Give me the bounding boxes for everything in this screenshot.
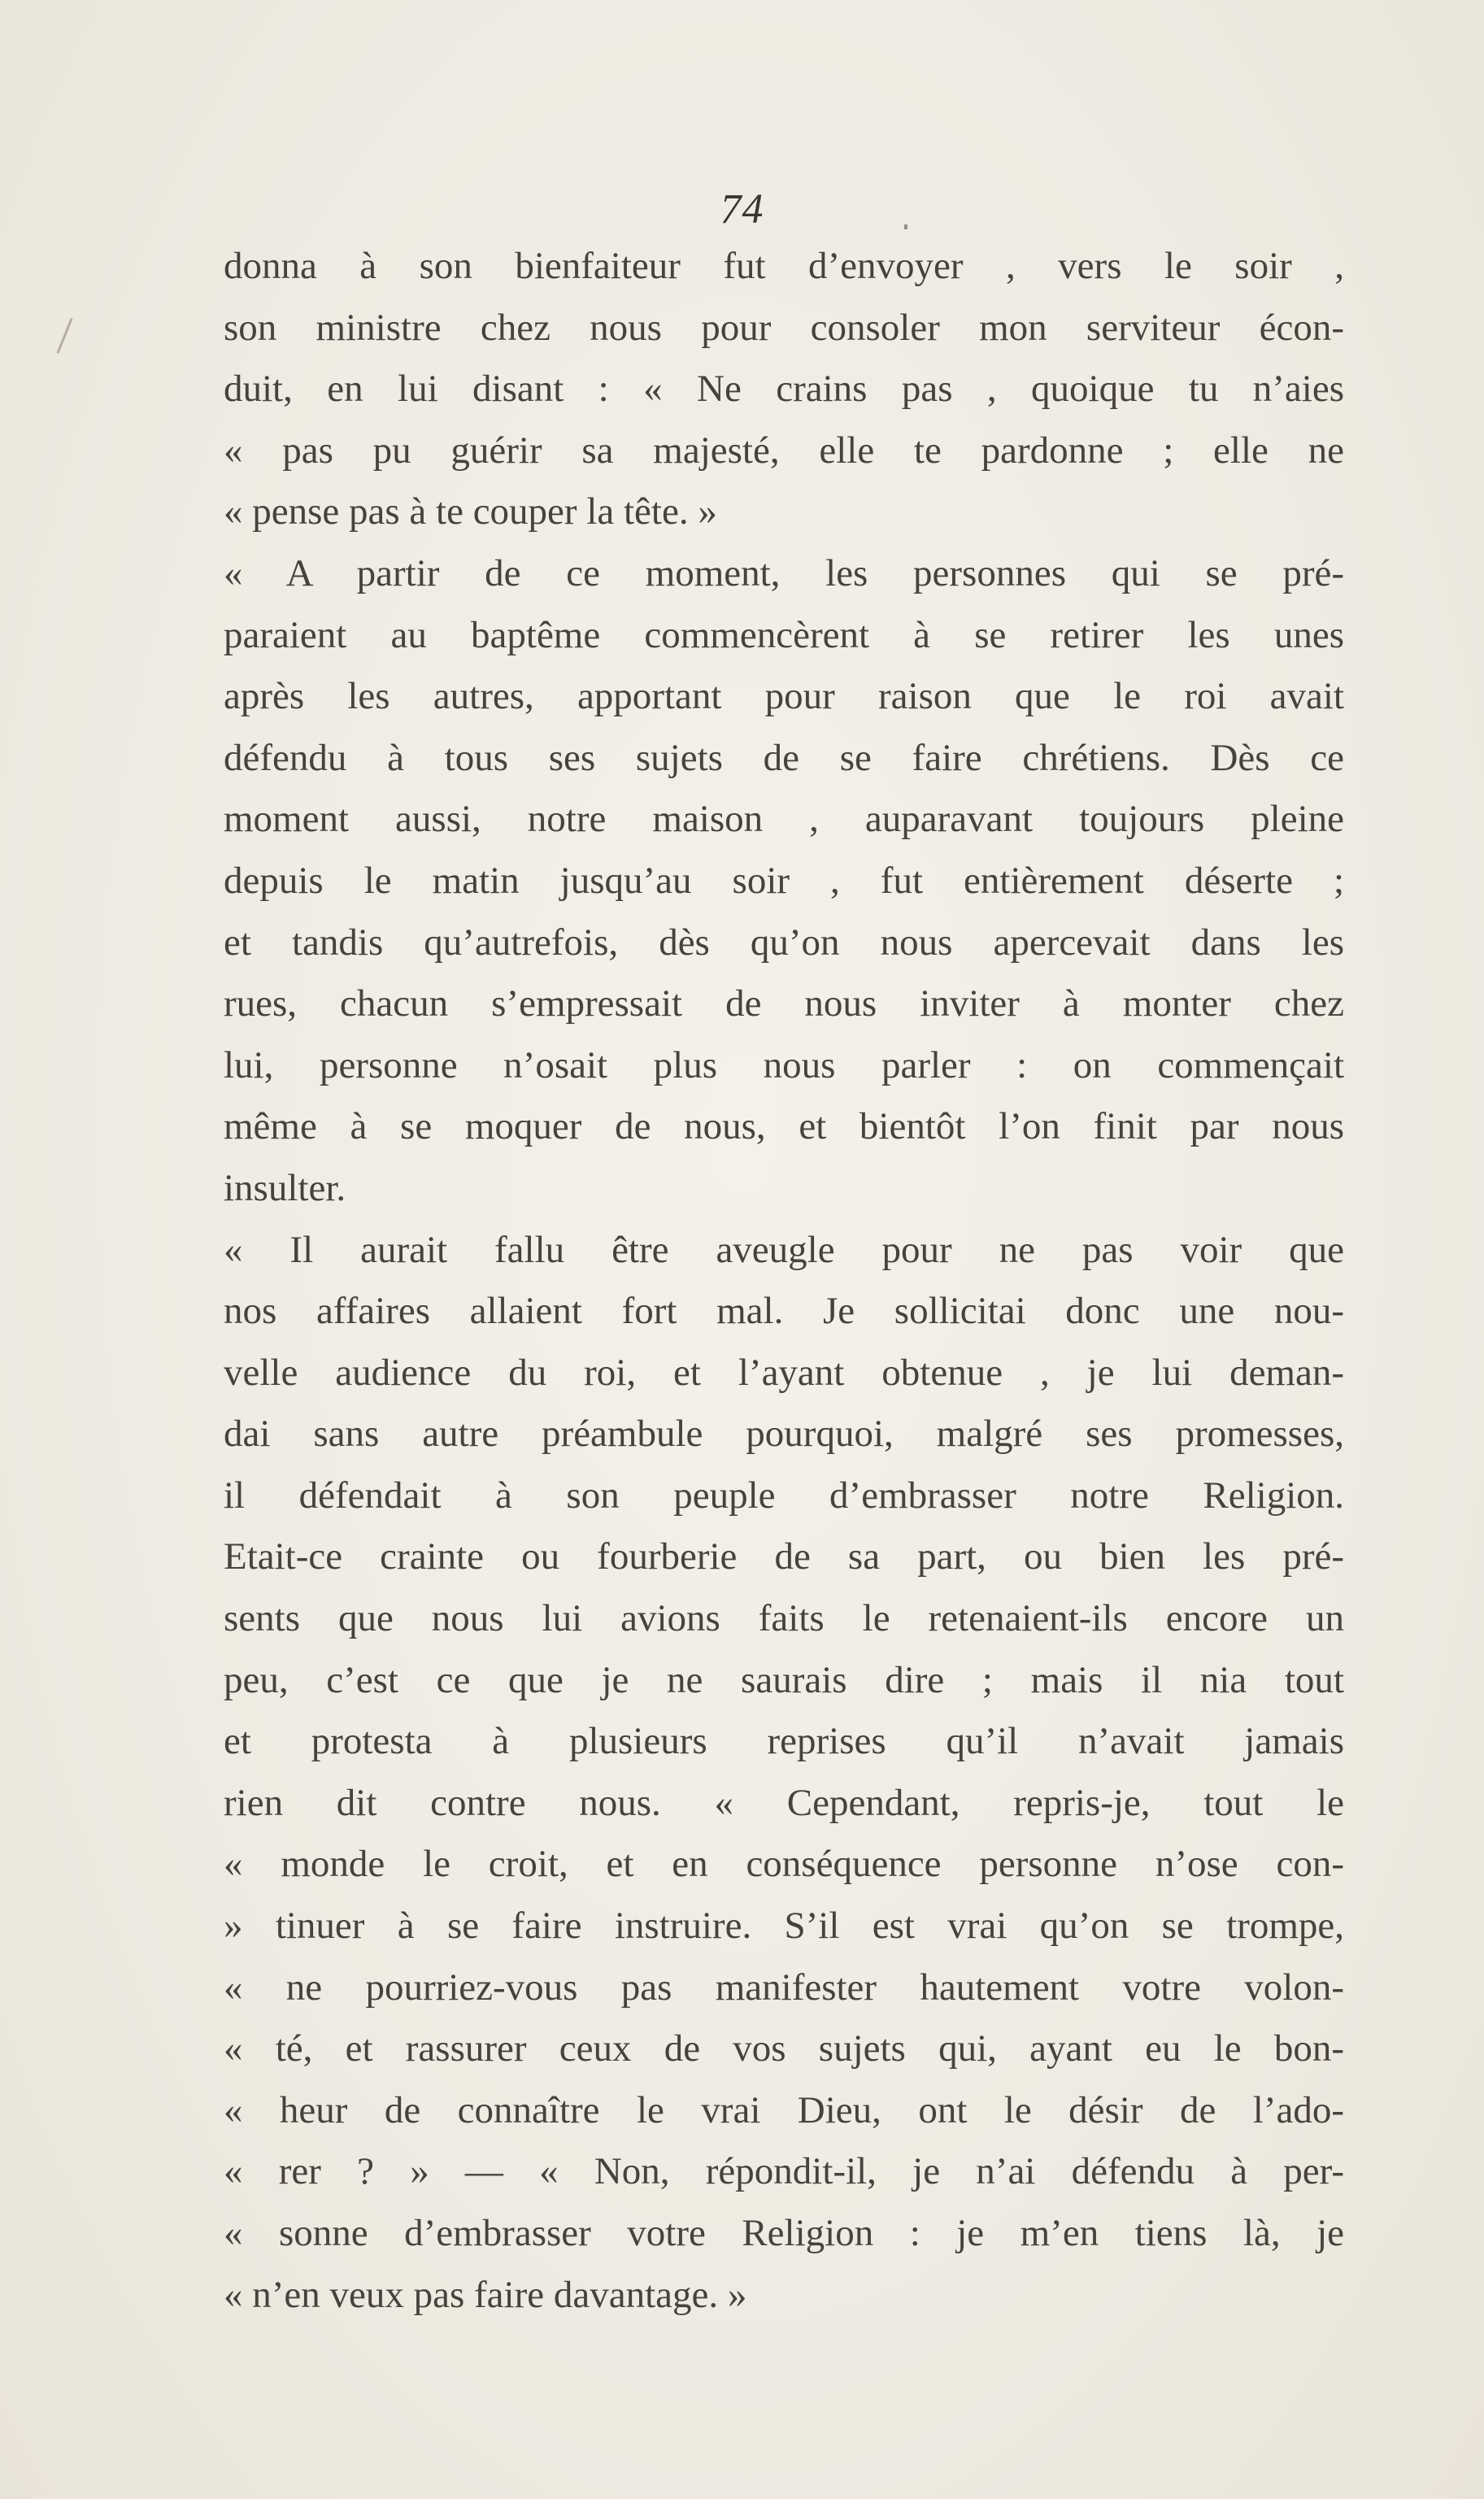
page-number: 74 — [720, 186, 764, 233]
text-line: « sonne d’embrasser votre Religion : je m’en tiens là, je — [224, 2212, 1344, 2254]
text-line: sents que nous lui avions faits le retenaient-ils encore un — [224, 1597, 1344, 1640]
text-line: « monde le croit, et en conséquence personne n’ose con- — [224, 1843, 1344, 1886]
text-line: rues, chacun s’empressait de nous inviter à monter chez — [224, 982, 1344, 1025]
text-line: moment aussi, notre maison , auparavant toujours pleine — [224, 798, 1344, 841]
text-line: depuis le matin jusqu’au soir , fut entièrement déserte ; — [224, 859, 1344, 902]
text-line: rien dit contre nous. « Cependant, repris-je, tout le — [224, 1781, 1344, 1824]
text-line: son ministre chez nous pour consoler mon serviteur écon- — [224, 306, 1344, 349]
body-text — [224, 236, 1344, 2326]
text-line: dai sans autre préambule pourquoi, malgré ses promesses, — [224, 1413, 1344, 1456]
stray-pen-mark — [56, 318, 72, 354]
text-line: peu, c’est ce que je ne saurais dire ; mais il nia tout — [224, 1658, 1344, 1701]
text-line: Etait-ce crainte ou fourberie de sa part, ou bien les pré- — [224, 1535, 1344, 1578]
text-line: « Il aurait fallu être aveugle pour ne pas voir que — [224, 1228, 1344, 1271]
text-line: « rer ? » — « Non, répondit-il, je n’ai défendu à per- — [224, 2150, 1344, 2193]
text-line: il défendait à son peuple d’embrasser notre Religion. — [224, 1474, 1344, 1517]
text-line: lui, personne n’osait plus nous parler : on commençait — [224, 1043, 1344, 1086]
text-line: nos affaires allaient fort mal. Je sollicitai donc une nou- — [224, 1290, 1344, 1333]
text-line: même à se moquer de nous, et bientôt l’on finit par nous — [224, 1105, 1344, 1148]
text-line: « té, et rassurer ceux de vos sujets qui, ayant eu le bon- — [224, 2027, 1344, 2070]
text-line: et tandis qu’autrefois, dès qu’on nous apercevait dans les — [224, 921, 1344, 964]
text-line: paraient au baptême commencèrent à se retirer les unes — [224, 613, 1344, 656]
text-line: et protesta à plusieurs reprises qu’il n’avait jamais — [224, 1720, 1344, 1763]
text-line: après les autres, apportant pour raison que le roi avait — [224, 675, 1344, 718]
text-line: « heur de connaître le vrai Dieu, ont le désir de l’ado- — [224, 2088, 1344, 2131]
text-line: duit, en lui disant : « Ne crains pas , quoique tu n’aies — [224, 368, 1344, 411]
text-line: défendu à tous ses sujets de se faire chrétiens. Dès ce — [224, 736, 1344, 779]
text-line: insulter. — [224, 1166, 346, 1209]
text-line: donna à son bienfaiteur fut d’envoyer , vers le soir , — [224, 245, 1344, 287]
text-line: » tinuer à se faire instruire. S’il est vrai qu’on se trompe, — [224, 1905, 1344, 1948]
text-line: velle audience du roi, et l’ayant obtenue , je lui deman- — [224, 1351, 1344, 1394]
text-line: « A partir de ce moment, les personnes qui se pré- — [224, 551, 1344, 594]
text-line: « pas pu guérir sa majesté, elle te pardonne ; elle ne — [224, 429, 1344, 472]
text-line: « ne pourriez-vous pas manifester hautement votre volon- — [224, 1966, 1344, 2009]
text-line: « pense pas à te couper la tête. » — [224, 490, 717, 533]
text-line: « n’en veux pas faire davantage. » — [224, 2273, 747, 2316]
